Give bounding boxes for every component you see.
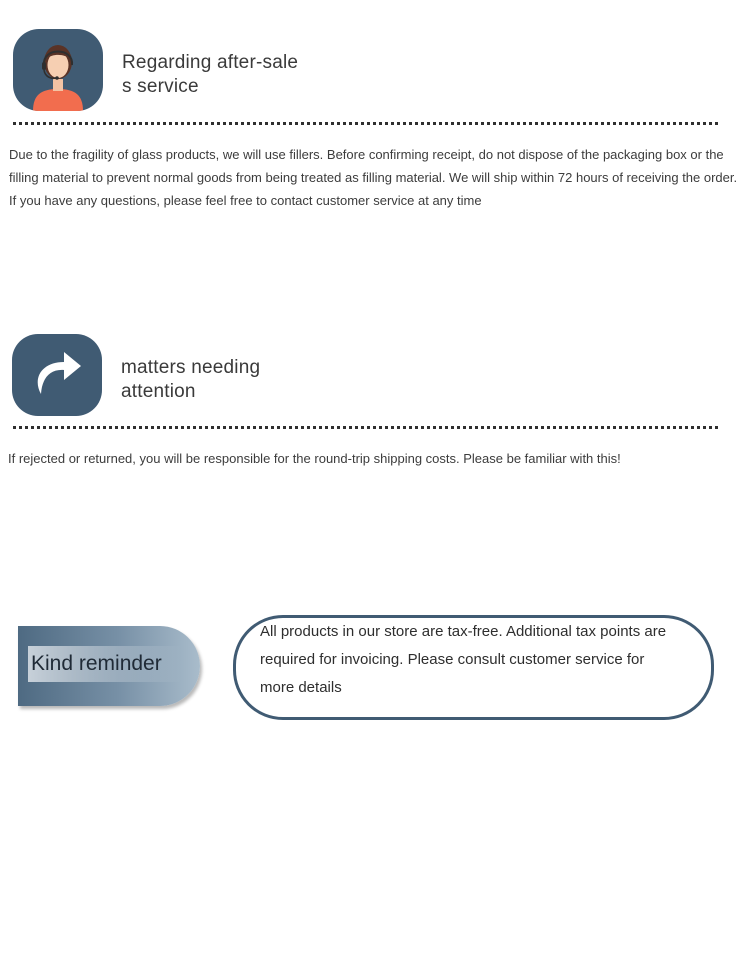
attention-title-line1: matters needing (121, 357, 261, 378)
attention-description: If rejected or returned, you will be responsible for the round-trip shipping costs. Please be familiar with this! (8, 451, 621, 466)
kind-reminder-label: Kind reminder (28, 646, 181, 682)
after-sale-divider (13, 122, 718, 125)
after-sale-title (122, 51, 298, 99)
customer-service-icon-tile (13, 29, 103, 111)
kind-reminder-box (233, 615, 714, 720)
after-sale-title-line1: Regarding after-sale (122, 52, 299, 73)
attention-title-line2: attention (121, 381, 196, 402)
after-sale-description: Due to the fragility of glass products, we will use fillers. Before confirming receipt, do not dispose of the packaging box or the filling material to prevent normal goods from being treated as filling material. We will ship within 72 hours of receiving the order. If you have any questions, please feel free to contact customer service at any time (9, 147, 738, 208)
attention-title (121, 356, 260, 404)
kind-reminder-tab (18, 626, 200, 706)
kind-reminder-text: All products in our store are tax-free. Additional tax points are required for invoicing. Please consult customer service for more details (260, 623, 667, 696)
attention-divider (13, 426, 718, 429)
attention-icon-tile (12, 334, 102, 416)
after-sale-title-line2: s service (122, 76, 199, 97)
customer-service-agent-icon (13, 29, 103, 111)
curved-arrow-icon (12, 334, 102, 416)
